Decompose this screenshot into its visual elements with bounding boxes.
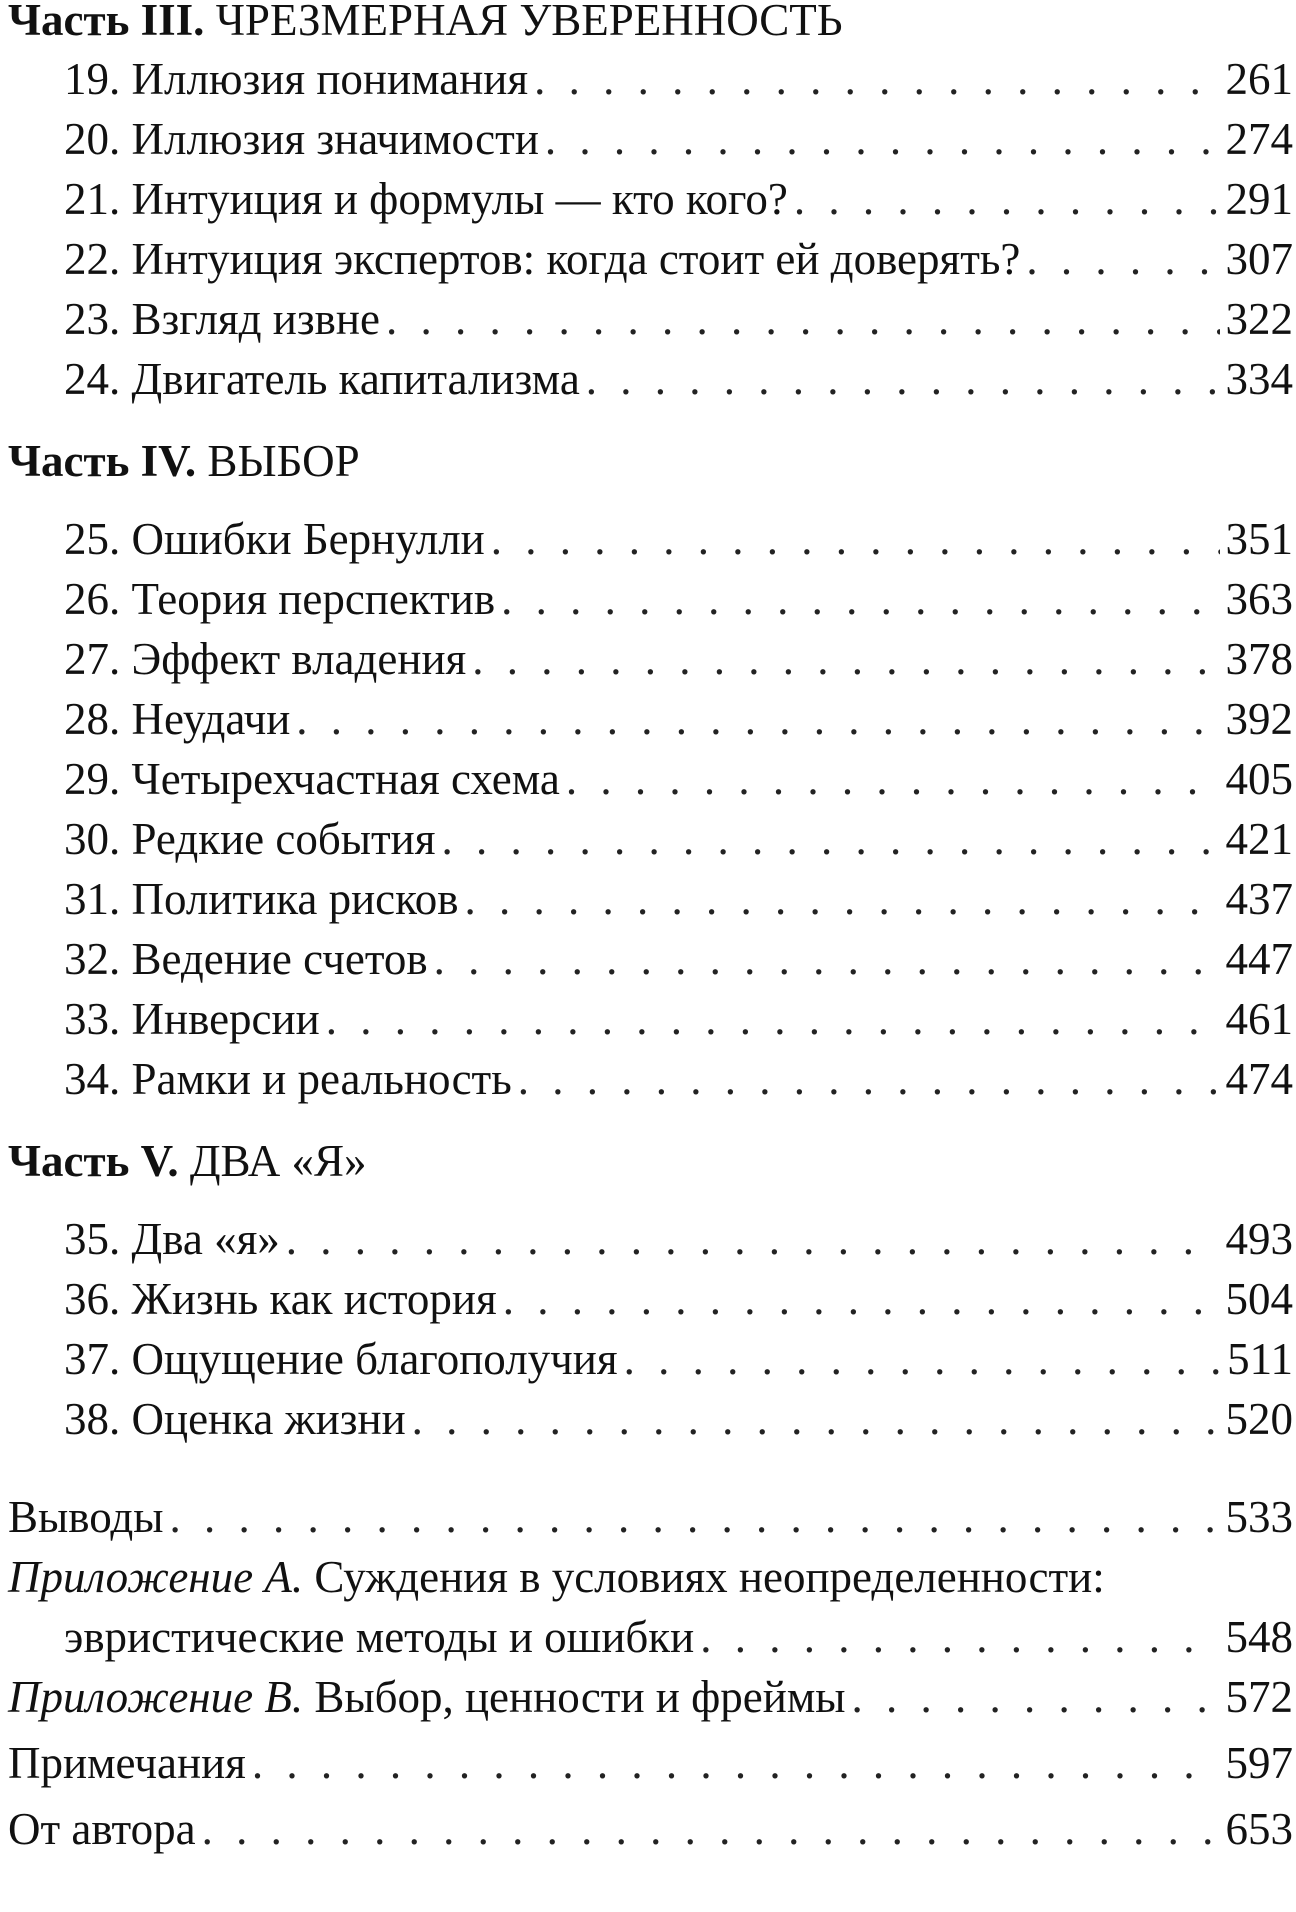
page-number: 351 [1225, 514, 1293, 564]
leader-dots [464, 869, 1219, 929]
toc-entry-notes[interactable] [8, 1733, 1293, 1793]
entry-title-text: Выбор, ценности и фреймы [314, 1672, 846, 1722]
entry-title: Примечания [8, 1738, 246, 1788]
leader-dots [700, 1607, 1219, 1667]
leader-dots [441, 809, 1219, 869]
leader-dots [503, 1269, 1220, 1329]
toc-entry[interactable] [8, 1389, 1293, 1449]
toc-entry[interactable] [8, 49, 1293, 109]
part-heading [8, 1131, 1293, 1191]
part-heading [8, 0, 1293, 50]
entry-title: 32. Ведение счетов [64, 934, 428, 984]
table-of-contents [8, 0, 1293, 1859]
page-number: 378 [1225, 634, 1293, 684]
entry-title: 37. Ощущение благополучия [64, 1334, 618, 1384]
entry-title: 34. Рамки и реальность [64, 1054, 512, 1104]
toc-entry[interactable] [8, 1049, 1293, 1109]
page-number: 405 [1225, 754, 1293, 804]
entry-title: 29. Четырехчастная схема [64, 754, 560, 804]
toc-entry[interactable] [8, 1329, 1293, 1389]
leader-dots [501, 569, 1219, 629]
part-label: Часть III. [8, 0, 205, 45]
page-number: 261 [1225, 54, 1293, 104]
part3-entries [8, 49, 1293, 409]
page-number: 533 [1225, 1492, 1293, 1542]
entry-title: 33. Инверсии [64, 994, 320, 1044]
entry-title: 30. Редкие события [64, 814, 436, 864]
page-number: 363 [1225, 574, 1293, 624]
toc-entry-author[interactable] [8, 1799, 1293, 1859]
entry-title: 36. Жизнь как история [64, 1274, 497, 1324]
toc-entry[interactable] [8, 929, 1293, 989]
page-number: 274 [1225, 114, 1293, 164]
toc-entry[interactable] [8, 689, 1293, 749]
part4-entries [8, 509, 1293, 1109]
part-title: ВЫБОР [207, 436, 360, 486]
entry-title: От автора [8, 1804, 196, 1854]
part5-entries [8, 1209, 1293, 1449]
leader-dots [170, 1487, 1220, 1547]
leader-dots [296, 689, 1219, 749]
page-number: 511 [1227, 1334, 1293, 1384]
page-number: 421 [1225, 814, 1293, 864]
entry-title: Выводы [8, 1492, 164, 1542]
entry-title [8, 1667, 846, 1727]
part-label: Часть IV. [8, 436, 197, 486]
leader-dots [252, 1733, 1220, 1793]
leader-dots [472, 629, 1219, 689]
page-number: 504 [1225, 1274, 1293, 1324]
toc-entry[interactable] [8, 629, 1293, 689]
toc-entry[interactable] [8, 569, 1293, 629]
page-number: 291 [1225, 174, 1293, 224]
toc-entry-appendix-a-line1[interactable] [8, 1547, 1293, 1607]
entry-title: 24. Двигатель капитализма [64, 354, 580, 404]
page-number: 548 [1225, 1612, 1293, 1662]
entry-title: 26. Теория перспектив [64, 574, 496, 624]
page-number: 392 [1225, 694, 1293, 744]
entry-title: 31. Политика рисков [64, 874, 459, 924]
leader-dots [586, 349, 1220, 409]
leader-dots [794, 169, 1220, 229]
page-number: 520 [1225, 1394, 1293, 1444]
leader-dots [566, 749, 1220, 809]
entry-title: эвристические методы и ошибки [64, 1612, 695, 1662]
toc-entry[interactable] [8, 989, 1293, 1049]
entry-title: 20. Иллюзия значимости [64, 114, 539, 164]
page-number: 597 [1225, 1738, 1293, 1788]
toc-entry[interactable] [8, 869, 1293, 929]
entry-title: 28. Неудачи [64, 694, 291, 744]
part-title: ЧРЕЗМЕРНАЯ УВЕРЕННОСТЬ [215, 0, 843, 45]
toc-entry[interactable] [8, 749, 1293, 809]
leader-dots [545, 109, 1220, 169]
leader-dots [1026, 229, 1219, 289]
page-number: 653 [1225, 1804, 1293, 1854]
toc-entry[interactable] [8, 229, 1293, 289]
leader-dots [412, 1389, 1220, 1449]
leader-dots [491, 509, 1220, 569]
leader-dots [286, 1209, 1220, 1269]
entry-title: 23. Взгляд извне [64, 294, 380, 344]
toc-entry[interactable] [8, 509, 1293, 569]
entry-title: 25. Ошибки Бернулли [64, 514, 485, 564]
page-number: 307 [1225, 234, 1293, 284]
toc-entry-appendix-a-line2[interactable] [8, 1607, 1293, 1667]
leader-dots [434, 929, 1220, 989]
toc-entry-conclusions[interactable] [8, 1487, 1293, 1547]
appendix-label: Приложение В. [8, 1672, 304, 1722]
page-number: 572 [1225, 1672, 1293, 1722]
part-heading [8, 431, 1293, 491]
page-number: 447 [1225, 934, 1293, 984]
back-matter [8, 1487, 1293, 1859]
page-number: 474 [1225, 1054, 1293, 1104]
page-number: 461 [1225, 994, 1293, 1044]
leader-dots [518, 1049, 1220, 1109]
leader-dots [624, 1329, 1222, 1389]
page-number: 437 [1225, 874, 1293, 924]
part-label: Часть V. [8, 1136, 179, 1186]
entry-title: Суждения в условиях неопределенности: [314, 1552, 1105, 1602]
page-number: 493 [1225, 1214, 1293, 1264]
leader-dots [326, 989, 1220, 1049]
toc-entry[interactable] [8, 109, 1293, 169]
entry-title: 22. Интуиция экспертов: когда стоит ей доверять? [64, 234, 1021, 284]
page-number: 322 [1225, 294, 1293, 344]
entry-title: 19. Иллюзия понимания [64, 54, 529, 104]
leader-dots [202, 1799, 1220, 1859]
entry-title: 35. Два «я» [64, 1214, 280, 1264]
toc-entry[interactable] [8, 169, 1293, 229]
entry-title: 38. Оценка жизни [64, 1394, 406, 1444]
leader-dots [534, 49, 1219, 109]
toc-entry[interactable] [8, 289, 1293, 349]
entry-title: 27. Эффект владения [64, 634, 467, 684]
toc-entry[interactable] [8, 809, 1293, 869]
toc-entry[interactable] [8, 349, 1293, 409]
part-title: ДВА «Я» [189, 1136, 367, 1186]
toc-entry[interactable] [8, 1209, 1293, 1269]
appendix-label: Приложение А. [8, 1552, 304, 1602]
page-number: 334 [1225, 354, 1293, 404]
leader-dots [852, 1667, 1220, 1727]
entry-title: 21. Интуиция и формулы — кто кого? [64, 174, 788, 224]
toc-entry[interactable] [8, 1269, 1293, 1329]
toc-entry-appendix-b[interactable] [8, 1667, 1293, 1727]
leader-dots [386, 289, 1220, 349]
